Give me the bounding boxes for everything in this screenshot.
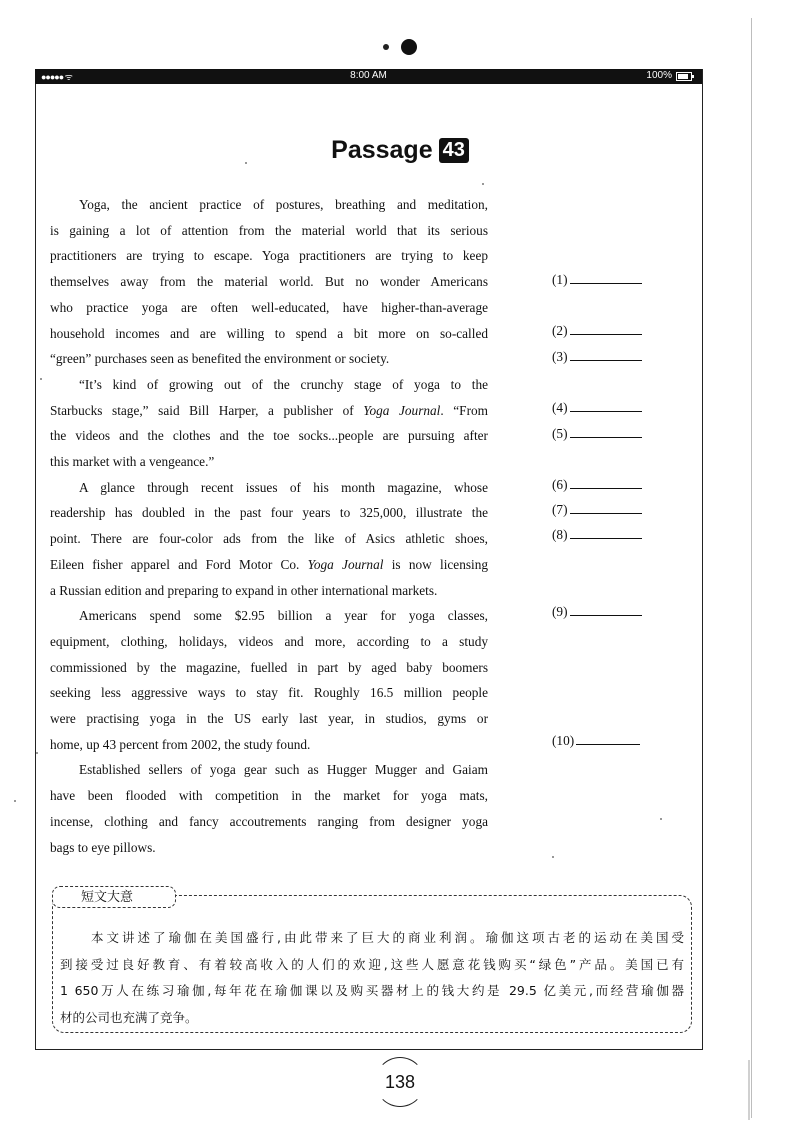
passage-line: “green” purchases seen as benefited the environment or society. — [50, 351, 390, 367]
passage-line: is gaining a lot of attention from the material world that its serious — [50, 222, 488, 238]
passage-line: Americans spend some $2.95 billion a year for yoga classes, — [79, 608, 488, 624]
scan-speck — [660, 818, 662, 820]
passage-number-badge: 43 — [439, 138, 469, 163]
answer-blank-1[interactable]: (1) — [552, 271, 662, 288]
answer-blank-4[interactable]: (4) — [552, 399, 662, 416]
passage-line: Yoga, the ancient practice of postures, breathing and meditation, — [79, 197, 488, 212]
page-title — [0, 136, 800, 165]
scan-edge-line — [751, 18, 752, 1118]
scan-speck — [40, 378, 42, 380]
camera-lens — [401, 39, 417, 55]
blank-line — [570, 526, 642, 539]
passage-line: this market with a vengeance.” — [50, 454, 215, 470]
summary-heading: 短文大意 — [52, 886, 176, 908]
passage-line: practitioners are trying to escape. Yoga practitioners are trying to keep — [50, 248, 488, 264]
summary-text — [60, 925, 684, 1031]
blank-line — [576, 732, 640, 745]
battery-percent: 100% — [646, 70, 672, 81]
summary-line: 1 650万人在练习瑜伽,每年花在瑜伽课以及购买器材上的钱大约是 29.5 亿美元,而经营瑜伽器 — [60, 983, 684, 998]
passage-line: Starbucks stage,” said Bill Harper, a publisher of Yoga Journal. “From — [50, 402, 488, 418]
blank-line — [570, 399, 642, 412]
summary-line: 本文讲述了瑜伽在美国盛行,由此带来了巨大的商业利润。瑜伽这项古老的运动在美国受 — [91, 930, 684, 945]
status-time: 8:00 AM — [350, 70, 387, 81]
answer-blank-3[interactable]: (3) — [552, 348, 662, 365]
sensor-dot — [383, 44, 389, 50]
summary-line: 材的公司也充满了竞争。 — [60, 1009, 198, 1025]
journal-name: Yoga Journal — [363, 402, 441, 418]
passage-line: home, up 43 percent from 2002, the study found. — [50, 736, 311, 752]
answer-blank-6[interactable]: (6) — [552, 476, 662, 493]
passage-line: bags to eye pillows. — [50, 839, 156, 855]
answer-blank-9[interactable]: (9) — [552, 603, 662, 620]
passage-line: the videos and the clothes and the toe socks...people are pursuing after — [50, 428, 488, 444]
answer-blank-5[interactable]: (5) — [552, 425, 662, 442]
blank-line — [570, 501, 642, 514]
passage-line: who practice yoga are often well-educated, have higher-than-average — [50, 299, 488, 315]
status-bar — [35, 69, 702, 84]
passage-line: point. There are four-color ads from the like of Asics athletic shoes, — [50, 531, 488, 547]
passage-body — [50, 192, 488, 860]
blank-line — [570, 603, 642, 616]
passage-line: a Russian edition and preparing to expand in other international markets. — [50, 582, 438, 598]
passage-line: were practising yoga in the US early last year, in studios, gyms or — [50, 711, 488, 727]
answer-blank-10[interactable]: (10) — [552, 732, 662, 749]
passage-title: Passage — [331, 136, 433, 164]
passage-line: readership has doubled in the past four years to 325,000, illustrate the — [50, 505, 488, 521]
page-number — [0, 1057, 800, 1107]
passage-line: commissioned by the magazine, fuelled in part by aged baby boomers — [50, 659, 488, 675]
passage-line: incense, clothing and fancy accoutrements ranging from designer yoga — [50, 813, 488, 829]
scan-speck — [14, 800, 16, 802]
passage-line: have been flooded with competition in the market for yoga mats, — [50, 788, 488, 804]
passage-line: seeking less aggressive ways to stay fit. Roughly 16.5 million people — [50, 685, 488, 701]
passage-line: A glance through recent issues of his month magazine, whose — [79, 479, 488, 495]
summary-line: 到接受过良好教育、有着较高收入的人们的欢迎,这些人愿意花钱购买“绿色”产品。美国已有 — [60, 956, 684, 972]
page-number-label: 138 — [375, 1057, 425, 1107]
signal-icon: ●●●●● ᯤ — [41, 72, 72, 82]
scan-speck — [245, 162, 247, 164]
scan-speck — [36, 752, 38, 754]
passage-line: “It’s kind of growing out of the crunchy stage of yoga to the — [79, 376, 488, 392]
blank-line — [570, 322, 642, 335]
scan-speck — [482, 183, 484, 185]
passage-line: household incomes and are willing to spend a bit more on so-called — [50, 325, 488, 341]
answer-blank-7[interactable]: (7) — [552, 501, 662, 518]
answer-blank-2[interactable]: (2) — [552, 322, 662, 339]
answer-blank-8[interactable]: (8) — [552, 526, 662, 543]
blank-line — [570, 476, 642, 489]
blank-line — [570, 425, 642, 438]
passage-line: Established sellers of yoga gear such as Hugger Mugger and Gaiam — [79, 762, 488, 778]
passage-line: Eileen fisher apparel and Ford Motor Co. Yoga Journal is now licensing — [50, 556, 489, 572]
passage-line: themselves away from the material world. But no wonder Americans — [50, 274, 488, 290]
journal-name: Yoga Journal — [307, 556, 384, 572]
blank-line — [570, 271, 642, 284]
passage-line: equipment, clothing, holidays, videos and more, according to a study — [50, 633, 488, 649]
battery-icon — [676, 72, 692, 81]
blank-line — [570, 348, 642, 361]
scan-speck — [552, 856, 554, 858]
device-camera — [0, 38, 800, 56]
